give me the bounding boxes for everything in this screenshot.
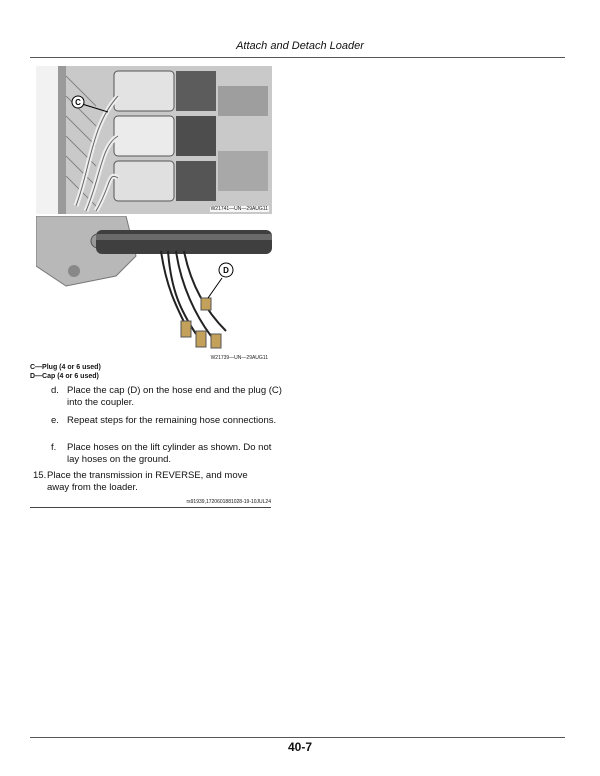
- callout-c: C: [75, 98, 81, 107]
- step-text: Place hoses on the lift cylinder as shown. Do not lay hoses on the ground.: [67, 442, 272, 465]
- lift-cylinder-illustration: [36, 216, 272, 364]
- callout-d: D: [223, 266, 229, 275]
- step-label: d.: [51, 385, 59, 396]
- couplers-illustration: [36, 66, 272, 214]
- figure-code: W21741—UN—29AUG11: [210, 206, 268, 212]
- figure-code: W21739—UN—29AUG11: [210, 355, 268, 361]
- step-label: e.: [51, 415, 59, 426]
- header-rule: [30, 57, 565, 58]
- step-label: 15.: [33, 470, 47, 481]
- section-rule: [30, 507, 271, 508]
- figure-lift-cylinder-photo: [36, 216, 272, 364]
- figure-legend: [30, 363, 101, 381]
- page-number: 40-7: [287, 740, 313, 754]
- step-text: Repeat steps for the remaining hose connections.: [67, 415, 277, 426]
- figure-couplers-photo: [36, 66, 272, 214]
- footer-rule: [30, 737, 565, 738]
- step-text: Place the transmission in REVERSE, and move away from the loader.: [47, 470, 248, 493]
- document-id: rs91939,1720601881028-19-10JUL24: [186, 499, 271, 505]
- legend-item: D—Cap (4 or 6 used): [30, 373, 99, 380]
- step-text: Place the cap (D) on the hose end and the plug (C) into the coupler.: [67, 385, 282, 408]
- step-label: f.: [51, 442, 57, 453]
- legend-item: C—Plug (4 or 6 used): [30, 364, 101, 371]
- page-header-title: Attach and Detach Loader: [236, 40, 364, 52]
